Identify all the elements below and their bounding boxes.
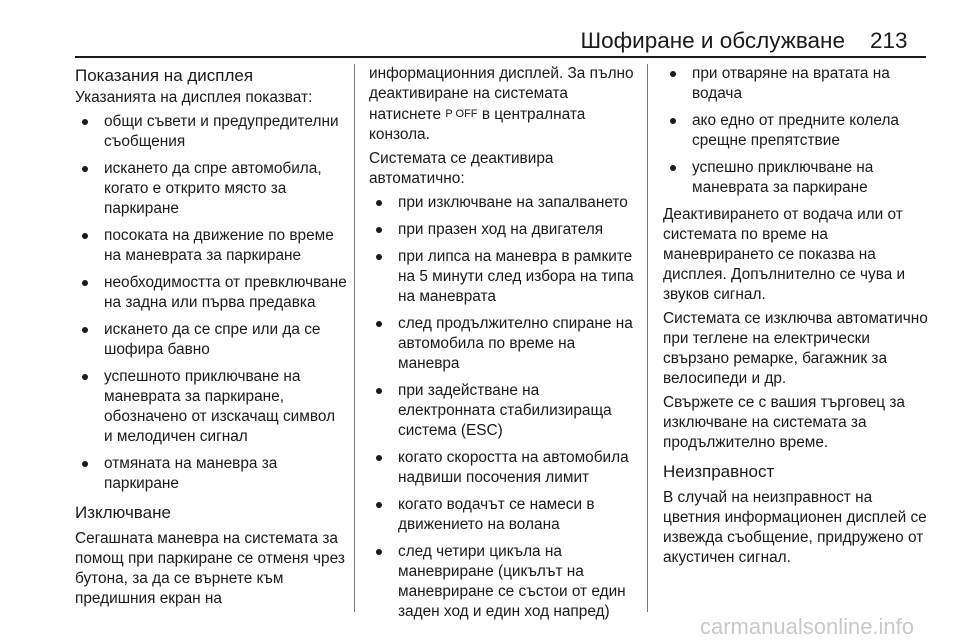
list-item: успешното приключване на маневрата за паркиране, обозначено от изскачащ символ и мелодичен сигнал xyxy=(75,367,347,447)
list-item: след четири цикъла на маневриране (цикълът на маневриране се състои от един заден ход и един ход напред) xyxy=(369,542,636,622)
column-divider-2 xyxy=(647,64,648,612)
auto-deactivation-list-continued xyxy=(663,64,933,198)
list-item: при задействане на електронната стабилизираща система (ESC) xyxy=(369,381,636,441)
list-item: общи съвети и предупредителни съобщения xyxy=(75,112,347,152)
indications-list xyxy=(75,112,347,494)
column-2 xyxy=(369,64,636,629)
text-part: в централната конзола. xyxy=(369,106,586,143)
intro-text: Указанията на дисплея показват: xyxy=(75,89,313,106)
header-divider xyxy=(75,56,926,58)
deactivation-text: Сегашната маневра на системата за помощ при паркиране се отменя чрез бутона, за да се върнете към предишния екран на xyxy=(75,530,345,607)
malfunction-text: В случай на неизправност на цветния информационен дисплей се извежда съобщение, придружено от акустичен сигнал. xyxy=(663,489,927,566)
list-item: отмяната на маневра за паркиране xyxy=(75,454,347,494)
section-heading-malfunction: Неизправност xyxy=(663,462,775,481)
list-item: искането да се спре или да се шофира бавно xyxy=(75,320,347,360)
list-item: когато скоростта на автомобила надвиши посочения лимит xyxy=(369,448,636,488)
watermark: carmanualsonline.info xyxy=(700,614,915,639)
list-item: когато водачът се намеси в движението на волана xyxy=(369,495,636,535)
section-heading-deactivation: Изключване xyxy=(75,503,171,522)
deactivation-continued-text xyxy=(369,64,636,145)
list-item: ако едно от предните колела срещне препятствие xyxy=(663,111,933,151)
page-header xyxy=(0,0,960,60)
list-item: успешно приключване на маневрата за паркиране xyxy=(663,158,933,198)
column-3 xyxy=(663,64,933,572)
list-item: посоката на движение по време на маневрата за паркиране xyxy=(75,226,347,266)
driver-deactivation-text: Деактивирането от водача или от системата по време на маневрирането се показва на дисплея. Допълнително се чува и звуков сигнал. xyxy=(663,206,906,303)
auto-deactivation-list xyxy=(369,193,636,622)
page-number: 213 xyxy=(870,28,908,53)
text-part: информационния дисплей. За пълно деактивиране на системата натиснете xyxy=(369,65,634,123)
list-item: при изключване на запалването xyxy=(369,193,636,213)
list-item: при липса на маневра в рамките на 5 минути след избора на типа на маневрата xyxy=(369,247,636,307)
list-item: искането да спре автомобила, когато е открито място за паркиране xyxy=(75,159,347,219)
column-1 xyxy=(75,64,347,613)
list-item: необходимостта от превключване на задна или първа предавка xyxy=(75,273,347,313)
list-item: при празен ход на двигателя xyxy=(369,220,636,240)
column-divider-1 xyxy=(354,64,355,612)
auto-deactivation-intro: Системата се деактивира автоматично: xyxy=(369,150,554,187)
park-assist-off-icon: P OFF xyxy=(445,108,478,120)
list-item: при отваряне на вратата на водача xyxy=(663,64,933,104)
list-item: след продължително спиране на автомобила по време на маневра xyxy=(369,314,636,374)
chapter-title: Шофиране и обслужване xyxy=(580,28,845,53)
section-heading-display-indications: Показания на дисплея xyxy=(75,66,254,85)
dealer-contact-text: Свържете се с вашия търговец за изключване на системата за продължително време. xyxy=(663,394,905,451)
trailer-deactivation-text: Системата се изключва автоматично при теглене на електрически свързано ремарке, багажник за велосипеди и др. xyxy=(663,310,928,387)
